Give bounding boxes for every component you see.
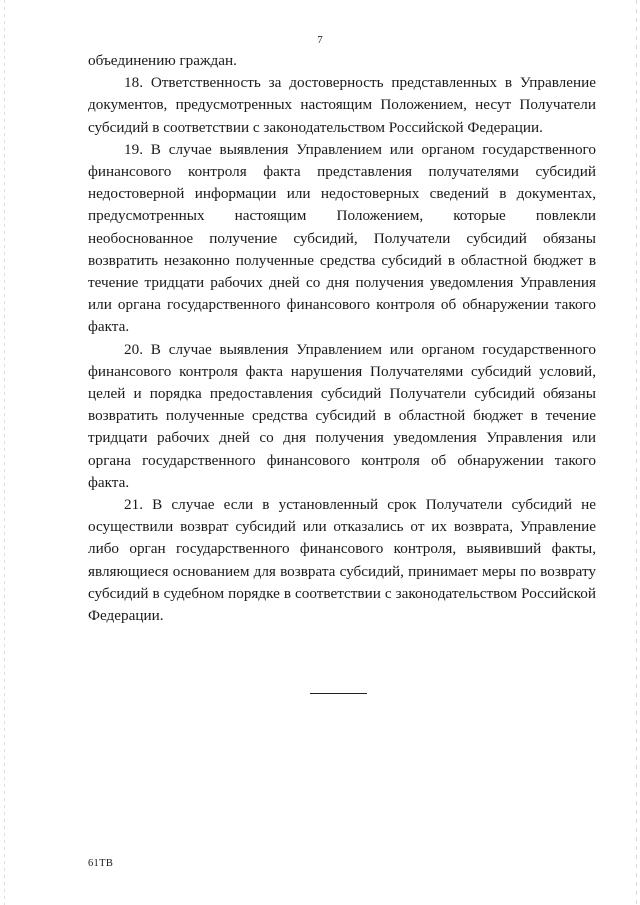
scan-edge-left [4,0,5,905]
document-body [88,50,596,627]
paragraph-21: 21. В случае если в установленный срок Получатели субсидий не осуществили возврат субсидий или отказались от их возврата, Управление либо орган государственного финансового контроля, выявивший факты, являющиеся основанием для возврата субсидий, принимает меры по возврату субсидий в судебном порядке в соответствии с законодательством Российской Федерации. [88,496,596,625]
paragraph-18: 18. Ответственность за достоверность представленных в Управление документов, предусмотренных настоящим Положением, несут Получатели субсидий в соответствии с законодательством Российской Федерации. [88,74,596,136]
scan-edge-right [636,0,637,905]
footer-document-code: 61ТВ [88,858,114,869]
paragraph-continuation: объединению граждан. [88,52,237,69]
paragraph-19: 19. В случае выявления Управлением или органом государственного финансового контроля факта представления получателями субсидий недостоверной информации или недостоверных сведений в документах, предусмотренных настоящим Положением, которые повлекли необоснованное получение субсидий, Получатели субсидий обязаны возвратить незаконно полученные средства субсидий в областной бюджет в течение тридцати рабочих дней со дня получения уведомления Управления или органа государственного финансового контроля об обнаружении такого факта. [88,140,596,336]
page-number: 7 [317,34,323,46]
paragraph-20: 20. В случае выявления Управлением или органом государственного финансового контроля факта нарушения Получателями субсидий условий, целей и порядка предоставления субсидий Получатели субсидий обязаны возвратить полученные средства субсидий в областной бюджет в течение тридцати рабочих дней со дня получения уведомления Управления или органа государственного финансового контроля об обнаружении такого факта. [88,340,596,491]
end-separator-line [310,693,367,694]
